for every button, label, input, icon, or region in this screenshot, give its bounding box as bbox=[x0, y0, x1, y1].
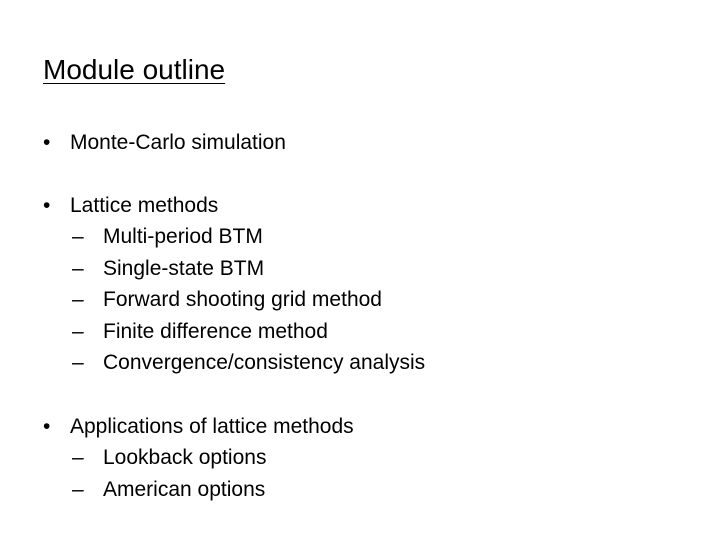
sub-item-text: Single-state BTM bbox=[103, 256, 265, 280]
bullet-item-applications bbox=[43, 414, 354, 505]
bullet-marker: • bbox=[43, 415, 51, 438]
bullet-text: Monte-Carlo simulation bbox=[70, 131, 286, 154]
bullet-marker: • bbox=[43, 194, 51, 217]
sub-item-text: American options bbox=[103, 477, 266, 501]
sub-item-text: Multi-period BTM bbox=[103, 225, 263, 248]
slide-title: Module outline bbox=[43, 54, 226, 85]
sub-item-text: Lookback options bbox=[103, 446, 267, 469]
dash-marker: – bbox=[72, 225, 84, 248]
sub-item bbox=[43, 442, 354, 474]
sub-list bbox=[43, 221, 425, 379]
sub-item bbox=[43, 474, 354, 506]
sub-item bbox=[43, 284, 425, 316]
dash-marker: – bbox=[72, 446, 84, 469]
dash-marker: – bbox=[72, 256, 84, 280]
dash-marker: – bbox=[72, 288, 84, 312]
sub-item bbox=[43, 316, 425, 348]
sub-item bbox=[43, 347, 425, 379]
bullet-marker: • bbox=[43, 131, 51, 154]
sub-item bbox=[43, 253, 425, 285]
bullet-item-monte-carlo bbox=[43, 130, 286, 156]
sub-item-text: Forward shooting grid method bbox=[103, 288, 382, 312]
dash-marker: – bbox=[72, 477, 84, 501]
sub-item bbox=[43, 221, 425, 253]
sub-item-text: Convergence/consistency analysis bbox=[103, 351, 426, 375]
dash-marker: – bbox=[72, 319, 84, 343]
bullet-item-lattice-methods bbox=[43, 193, 425, 379]
sub-item-text: Finite difference method bbox=[103, 319, 328, 343]
bullet-text: Applications of lattice methods bbox=[70, 415, 354, 438]
sub-list bbox=[43, 442, 354, 505]
dash-marker: – bbox=[72, 351, 84, 375]
bullet-text: Lattice methods bbox=[70, 194, 219, 217]
